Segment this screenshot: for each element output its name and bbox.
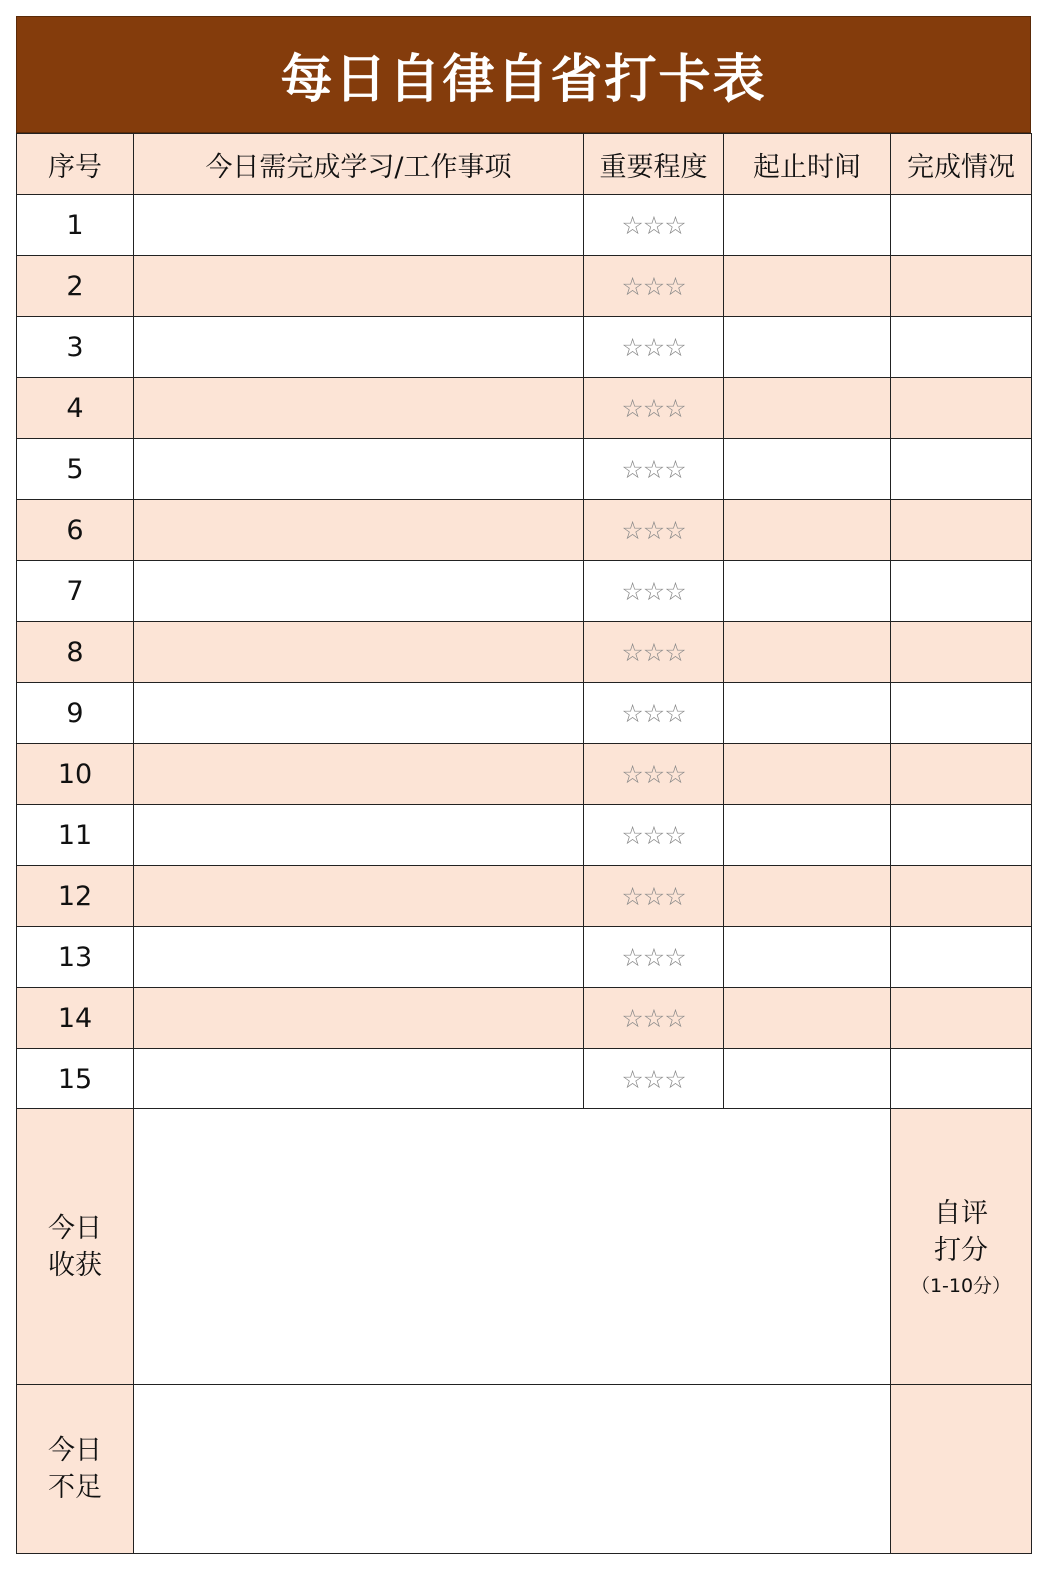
score-label: 自评 打分 （1-10分） [891, 1109, 1032, 1385]
status-cell[interactable] [891, 866, 1032, 927]
time-cell[interactable] [724, 561, 891, 622]
importance-stars[interactable]: ☆☆☆ [584, 378, 724, 439]
table-row [17, 439, 1032, 500]
task-cell[interactable] [134, 378, 584, 439]
shortfalls-row [17, 1385, 1032, 1554]
row-number: 13 [17, 927, 134, 988]
table-row [17, 256, 1032, 317]
status-cell[interactable] [891, 622, 1032, 683]
table-row [17, 195, 1032, 256]
time-cell[interactable] [724, 317, 891, 378]
importance-stars[interactable]: ☆☆☆ [584, 317, 724, 378]
title-bar [16, 16, 1031, 133]
status-cell[interactable] [891, 927, 1032, 988]
time-cell[interactable] [724, 256, 891, 317]
importance-stars[interactable]: ☆☆☆ [584, 195, 724, 256]
time-cell[interactable] [724, 1049, 891, 1110]
importance-stars[interactable]: ☆☆☆ [584, 622, 724, 683]
importance-stars[interactable]: ☆☆☆ [584, 683, 724, 744]
time-cell[interactable] [724, 195, 891, 256]
row-number: 11 [17, 805, 134, 866]
page-title: 每日自律自省打卡表 [280, 50, 767, 110]
gains-label: 今日 收获 [17, 1109, 134, 1385]
row-number: 1 [17, 195, 134, 256]
table-row [17, 744, 1032, 805]
row-number: 7 [17, 561, 134, 622]
importance-stars[interactable]: ☆☆☆ [584, 744, 724, 805]
status-cell[interactable] [891, 744, 1032, 805]
status-cell[interactable] [891, 805, 1032, 866]
task-cell[interactable] [134, 439, 584, 500]
time-cell[interactable] [724, 988, 891, 1049]
task-cell[interactable] [134, 988, 584, 1049]
status-cell[interactable] [891, 256, 1032, 317]
time-cell[interactable] [724, 744, 891, 805]
status-cell[interactable] [891, 1049, 1032, 1110]
importance-stars[interactable]: ☆☆☆ [584, 805, 724, 866]
table-row [17, 1049, 1032, 1110]
status-cell[interactable] [891, 988, 1032, 1049]
row-number: 14 [17, 988, 134, 1049]
score-field[interactable] [891, 1385, 1032, 1554]
task-table [16, 133, 1032, 1110]
status-cell[interactable] [891, 195, 1032, 256]
row-number: 5 [17, 439, 134, 500]
task-cell[interactable] [134, 622, 584, 683]
task-body [17, 195, 1032, 1110]
time-cell[interactable] [724, 866, 891, 927]
reflection-table [16, 1108, 1032, 1554]
task-cell[interactable] [134, 1049, 584, 1110]
gains-row [17, 1109, 1032, 1385]
importance-stars[interactable]: ☆☆☆ [584, 561, 724, 622]
table-row [17, 317, 1032, 378]
header-row [17, 134, 1032, 195]
importance-stars[interactable]: ☆☆☆ [584, 256, 724, 317]
time-cell[interactable] [724, 500, 891, 561]
task-cell[interactable] [134, 500, 584, 561]
row-number: 8 [17, 622, 134, 683]
importance-stars[interactable]: ☆☆☆ [584, 988, 724, 1049]
time-cell[interactable] [724, 439, 891, 500]
header-task: 今日需完成学习/工作事项 [134, 134, 584, 195]
status-cell[interactable] [891, 561, 1032, 622]
table-row [17, 561, 1032, 622]
header-time: 起止时间 [724, 134, 891, 195]
table-row [17, 988, 1032, 1049]
status-cell[interactable] [891, 378, 1032, 439]
table-row [17, 866, 1032, 927]
table-row [17, 927, 1032, 988]
shortfalls-label: 今日 不足 [17, 1385, 134, 1554]
importance-stars[interactable]: ☆☆☆ [584, 500, 724, 561]
row-number: 9 [17, 683, 134, 744]
time-cell[interactable] [724, 378, 891, 439]
task-cell[interactable] [134, 866, 584, 927]
task-cell[interactable] [134, 195, 584, 256]
task-cell[interactable] [134, 561, 584, 622]
header-index: 序号 [17, 134, 134, 195]
status-cell[interactable] [891, 439, 1032, 500]
header-importance: 重要程度 [584, 134, 724, 195]
time-cell[interactable] [724, 683, 891, 744]
table-row [17, 378, 1032, 439]
status-cell[interactable] [891, 317, 1032, 378]
importance-stars[interactable]: ☆☆☆ [584, 439, 724, 500]
shortfalls-field[interactable] [134, 1385, 891, 1554]
row-number: 4 [17, 378, 134, 439]
task-cell[interactable] [134, 317, 584, 378]
importance-stars[interactable]: ☆☆☆ [584, 866, 724, 927]
time-cell[interactable] [724, 927, 891, 988]
task-cell[interactable] [134, 744, 584, 805]
table-row [17, 622, 1032, 683]
table-row [17, 500, 1032, 561]
task-cell[interactable] [134, 256, 584, 317]
gains-field[interactable] [134, 1109, 891, 1385]
time-cell[interactable] [724, 622, 891, 683]
task-cell[interactable] [134, 805, 584, 866]
importance-stars[interactable]: ☆☆☆ [584, 927, 724, 988]
task-cell[interactable] [134, 683, 584, 744]
row-number: 12 [17, 866, 134, 927]
header-status: 完成情况 [891, 134, 1032, 195]
checkin-sheet [16, 16, 1031, 1553]
row-number: 3 [17, 317, 134, 378]
table-row [17, 683, 1032, 744]
importance-stars[interactable]: ☆☆☆ [584, 1049, 724, 1110]
row-number: 10 [17, 744, 134, 805]
time-cell[interactable] [724, 805, 891, 866]
row-number: 6 [17, 500, 134, 561]
status-cell[interactable] [891, 683, 1032, 744]
status-cell[interactable] [891, 500, 1032, 561]
row-number: 15 [17, 1049, 134, 1110]
task-cell[interactable] [134, 927, 584, 988]
row-number: 2 [17, 256, 134, 317]
table-row [17, 805, 1032, 866]
